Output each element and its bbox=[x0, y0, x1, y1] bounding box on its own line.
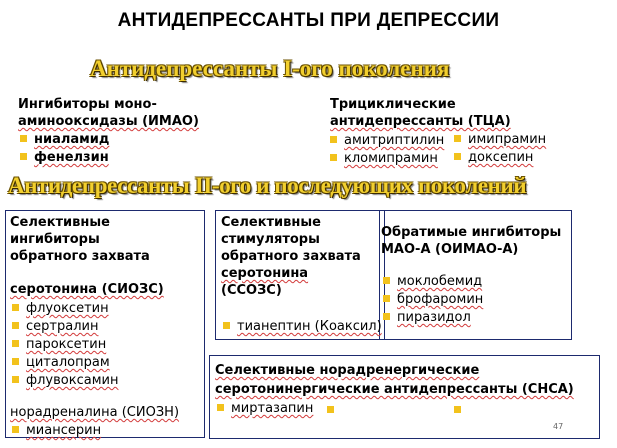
imao-heading-line2: аминооксидазы (ИМАО) bbox=[18, 114, 199, 129]
rimao-heading-line2: МАО-А (ОИМАО-А) bbox=[381, 242, 519, 257]
list-item: флуоксетин bbox=[12, 300, 109, 318]
sssr-heading-line1: Селективные bbox=[221, 215, 321, 230]
bullet-icon bbox=[454, 153, 461, 160]
bullet-icon bbox=[20, 153, 27, 160]
bullet-icon bbox=[383, 277, 390, 284]
list-item: фенелзин bbox=[20, 149, 109, 167]
list-item: миртазапин bbox=[217, 400, 313, 418]
ssri-heading-line3: обратного захвата bbox=[10, 249, 150, 264]
snri-heading: норадреналина (СИОЗН) bbox=[10, 405, 180, 420]
bullet-icon bbox=[383, 313, 390, 320]
bullet-icon bbox=[217, 404, 224, 411]
tca-heading-line1: Трициклические bbox=[330, 97, 456, 112]
rimao-heading-line1: Обратимые ингибиторы bbox=[381, 225, 562, 240]
sssr-heading-line5: (ССОЗС) bbox=[221, 283, 282, 298]
tca-heading-line2: антидепрессанты (ТЦА) bbox=[330, 114, 511, 129]
bullet-icon bbox=[12, 304, 19, 311]
bullet-icon bbox=[20, 135, 27, 142]
bullet-icon bbox=[12, 426, 19, 433]
nassa-heading-line2: серотонинергические антидепрессанты (СНСА) bbox=[215, 382, 574, 397]
bullet-icon bbox=[12, 376, 19, 383]
list-item: миансерин bbox=[12, 422, 101, 440]
sssr-heading-line3: обратного захвата bbox=[221, 249, 361, 264]
gen2-heading: Антидепрессанты II-ого и последующих поколений bbox=[8, 173, 527, 198]
nassa-heading-line1: Селективные норадренергические bbox=[215, 363, 480, 378]
ssri-heading-line2: ингибиторы bbox=[10, 232, 100, 247]
list-item: флувоксамин bbox=[12, 372, 118, 390]
bullet-icon bbox=[454, 135, 461, 142]
list-item: пиразидол bbox=[383, 309, 471, 327]
bullet-icon bbox=[330, 154, 337, 161]
bullet-icon bbox=[454, 406, 461, 413]
list-item: сертралин bbox=[12, 318, 98, 336]
gen1-heading: Антидепрессанты I-ого поколения bbox=[90, 56, 450, 81]
ssri-heading-line1: Селективные bbox=[10, 215, 110, 230]
list-item: амитриптилин bbox=[330, 132, 444, 150]
list-item: моклобемид bbox=[383, 273, 482, 291]
sssr-heading-line2: стимуляторы bbox=[221, 232, 320, 247]
slide-title: АНТИДЕПРЕССАНТЫ ПРИ ДЕПРЕССИИ bbox=[117, 10, 500, 31]
imao-heading-line1: Ингибиторы моно- bbox=[18, 97, 157, 112]
list-item: имипрамин bbox=[454, 131, 546, 149]
list-item: кломипрамин bbox=[330, 150, 438, 168]
bullet-icon bbox=[383, 295, 390, 302]
bullet-icon bbox=[12, 358, 19, 365]
bullet-icon bbox=[12, 340, 19, 347]
bullet-icon bbox=[12, 322, 19, 329]
list-item: ниаламид bbox=[20, 131, 109, 149]
list-item: тианептин (Коаксил) bbox=[223, 318, 382, 336]
bullet-icon bbox=[223, 322, 230, 329]
bullet-icon bbox=[327, 406, 334, 413]
bullet-icon bbox=[330, 136, 337, 143]
list-item: брофаромин bbox=[383, 291, 483, 309]
page-number: 47 bbox=[553, 422, 564, 431]
list-item: пароксетин bbox=[12, 336, 106, 354]
list-item: доксепин bbox=[454, 149, 533, 167]
list-item: циталопрам bbox=[12, 354, 110, 372]
sssr-heading-line4: серотонина bbox=[221, 266, 309, 281]
ssri-heading-line4: серотонина (СИОЗС) bbox=[10, 282, 164, 297]
